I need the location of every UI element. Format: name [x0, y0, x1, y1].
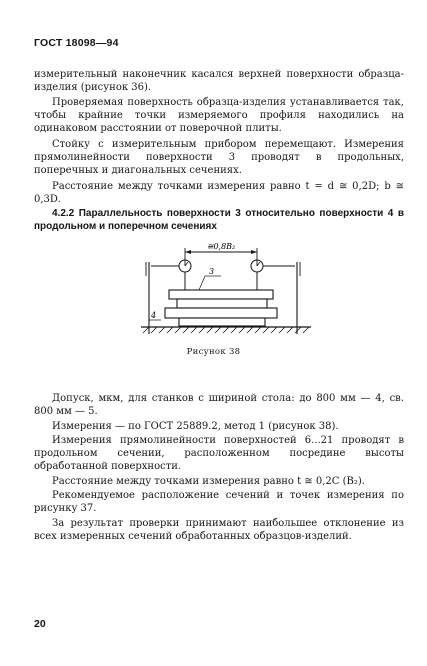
paragraph-result: За результат проверки принимают наибольшее отклонение из всех измеренных сечений обработанных образцов-изделий.: [34, 518, 404, 542]
dimension-label: ≅0,8B₂: [206, 242, 236, 251]
paragraph-1: измерительный наконечник касался верхней поверхности образца-изделия (рисунок 36).: [34, 69, 404, 93]
paragraph-measurements: Измерения — по ГОСТ 25889.2, метод 1 (рисунок 38).: [52, 421, 339, 432]
paragraph-3: Стойку с измерительным прибором перемещают. Измерения прямолинейности поверхности 3 проводят в продольных, поперечных и диагональных сечениях.: [34, 139, 404, 176]
surface-plate-hatching: [143, 327, 309, 333]
paragraph-tolerance: Допуск, мкм, для станков с шириной стола: до 800 мм — 4, св. 800 мм — 5.: [34, 393, 404, 417]
label-3: 3: [209, 267, 215, 276]
workpiece-base: [179, 318, 265, 326]
figure-caption: Рисунок 38: [186, 347, 241, 357]
document-header: ГОСТ 18098—94: [34, 37, 119, 49]
paragraph-recommended: Рекомендуемое расположение сечений и точек измерения по рисунку 37.: [34, 490, 404, 514]
paragraph-2: Проверяемая поверхность образца-изделия устанавливается так, чтобы крайние точки измеряемого профиля находились на одинаковом расстоянии от поверочной плиты.: [34, 97, 404, 134]
workpiece-middle-layer: [177, 299, 267, 308]
paragraph-straightness: Измерения прямолинейности поверхностей 6...21 проводят в продольном сечении, расположенном посредине высоты обработанной поверхности.: [34, 435, 404, 472]
label-4: 4: [151, 311, 157, 320]
paragraph-4: Расстояние между точками измерения равно t = d ≅ 0,2D; b ≅ 0,3D.: [34, 181, 404, 205]
workpiece-bottom-layer: [165, 308, 277, 318]
page-number: 20: [34, 618, 46, 630]
section-heading-4-2-2: 4.2.2 Параллельность поверхности 3 относительно поверхности 4 в продольном и поперечном сечениях: [34, 208, 404, 232]
figure-38-diagram: [135, 240, 325, 340]
workpiece-top-layer: [169, 290, 273, 299]
paragraph-distance: Расстояние между точками измерения равно t ≅ 0,2C (B₂).: [52, 476, 365, 487]
